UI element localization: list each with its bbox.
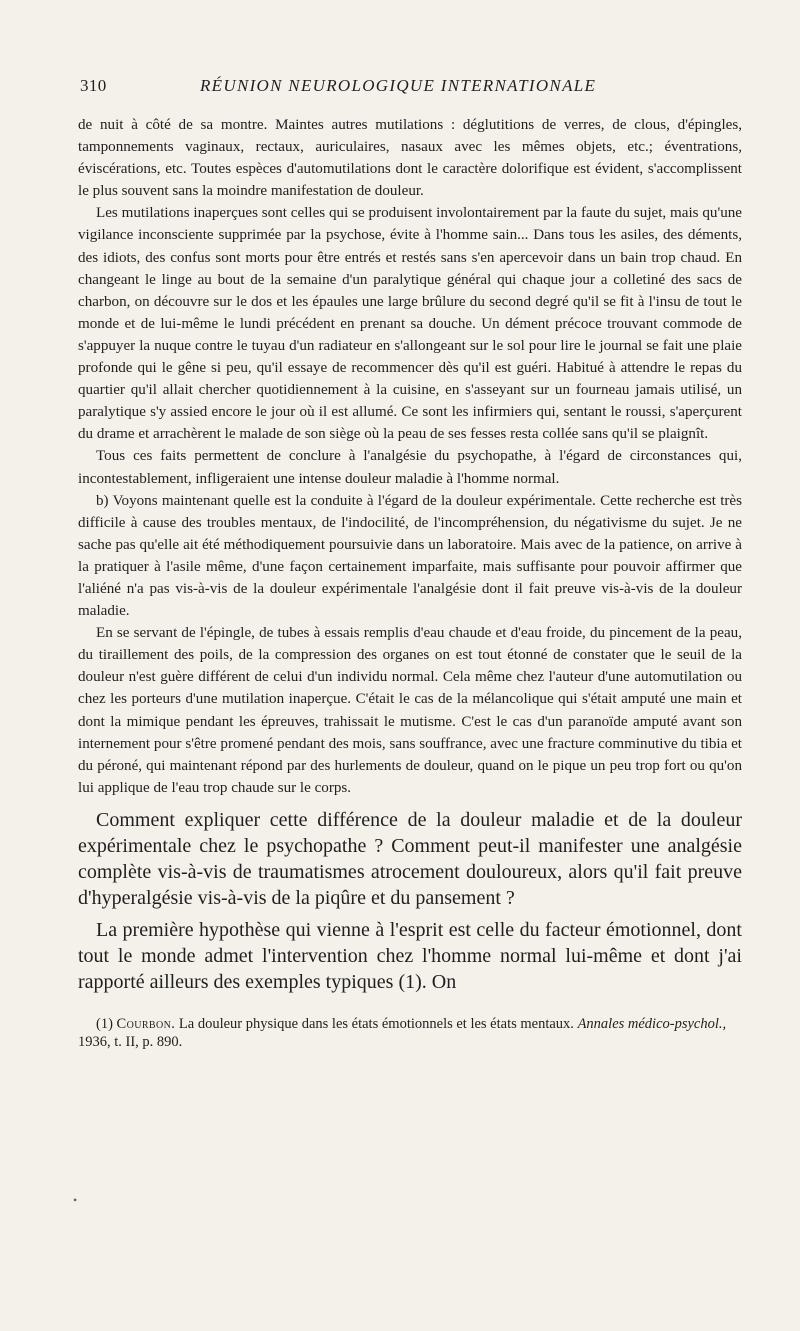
footnote-author: Courbon. [116,1015,176,1032]
paragraph-1: de nuit à côté de sa montre. Maintes autres mutilations : déglutitions de verres, de clous, d'épingles, tamponnements vaginaux, rectaux, auriculaires, nasaux avec les mêmes objets, etc.; éventrations, éviscérations, etc. Toutes espèces d'automutilations dont le caractère dolorifique est évident, s'accomplissent le plus souvent sans la moindre manifestation de douleur. [78,117,742,200]
main-text-large [78,807,742,995]
footnote-journal: Annales médico-psychol., [577,1015,727,1032]
paragraph-2: Les mutilations inaperçues sont celles qui se produisent involontairement par la faute du sujet, mais qu'une vigilance inconsciente supprimée par la psychose, évite à l'homme sain... Dans tous les asiles, des déments, des idiots, des confus sont morts pour être entrés et restés sans s'en apercevoir dans un bain trop chaud. En changeant le linge au bout de la semaine d'un paralytique général qui chaque jour a colletiné des sacs de charbon, on découvre sur le dos et les épaules une large brûlure du second degré qu'il se fit à l'insu de tout le monde et de lui-même le lundi précédent en prenant sa douche. Un dément précoce trouvant commode de s'appuyer la nuque contre le tuyau d'un radiateur en s'allongeant sur le sol pour lire le journal se fait une plaie profonde qui le gêne si peu, qu'il essaye de recommencer dès qu'il est guéri. Habitué à attendre le repas du quartier qu'il allait chercher quotidiennement à la cuisine, en s'asseyant sur un fourneau jamais utilisé, un paralytique s'y assied encore le jour où il est allumé. Ce sont les infirmiers qui, sentant le roussi, s'aperçurent du drame et arrachèrent le malade de son siège où la peau de ses fesses resta collée sans qu'il se plaignît. [78,205,742,443]
footnote-citation: 1936, t. II, p. 890. [78,1033,183,1050]
paragraph-6: Comment expliquer cette différence de la douleur maladie et de la douleur expérimentale chez le psychopathe ? Comment peut-il manifester une analgésie complète vis-à-vis de traumatismes atrocement douloureux, alors qu'il fait preuve d'hyperalgésie vis-à-vis de la piqûre et du pansement ? [78,808,742,909]
footnote-marker: (1) [96,1015,113,1032]
paragraph-7: La première hypothèse qui vienne à l'esprit est celle du facteur émotionnel, dont tout le monde admet l'intervention chez l'homme normal lui-même et dont j'ai rapporté ailleurs des exemples typiques (1). On [78,918,742,993]
paragraph-3: Tous ces faits permettent de conclure à l'analgésie du psychopathe, à l'égard de circonstances qui, incontestablement, infligeraient une intense douleur maladie à l'homme normal. [78,448,742,487]
footnote-text: La douleur physique dans les états émotionnels et les états mentaux. [178,1015,574,1032]
page-number: 310 [80,76,107,95]
paragraph-4: b) Voyons maintenant quelle est la conduite à l'égard de la douleur expérimentale. Cette recherche est très difficile à cause des troubles mentaux, de l'indocilité, de l'incompréhension, du négativisme du sujet. Je ne sache pas qu'elle ait été méthodiquement poursuivie dans un laboratoire. Mais avec de la patience, on arrive à la pratiquer à l'asile même, d'une façon certainement imparfaite, mais suffisante pour pouvoir affirmer que l'aliéné n'a pas vis-à-vis de la douleur expérimentale l'analgésie dont il fait preuve vis-à-vis de la douleur maladie. [78,492,742,620]
running-head [78,72,742,106]
running-title: RÉUNION NEUROLOGIQUE INTERNATIONALE [200,76,597,95]
paragraph-5: En se servant de l'épingle, de tubes à essais remplis d'eau chaude et d'eau froide, du pincement de la peau, du tiraillement des poils, de la compression des organes on est tout étonné de constater que le seuil de la douleur n'est guère différent de celui d'un individu normal. Cela même chez l'auteur d'une automutilation ou chez les porteurs d'une mutilation inaperçue. C'était le cas de la mélancolique qui s'était amputé une main et dont la mimique pendant les épreuves, trahissait le mutisme. C'est le cas d'un paranoïde amputé avant son internement pour s'être promené pendant des mois, sans souffrance, avec une fracture comminutive du tibia et du péroné, qui maintenant répond par des hurlements de douleur, quand on le pique un peu trop fort ou qu'on lui applique de l'eau trop chaude sur le corps. [78,625,742,796]
main-text-small [78,114,742,799]
margin-dot: • [73,1193,78,1207]
footnote [78,1015,742,1051]
